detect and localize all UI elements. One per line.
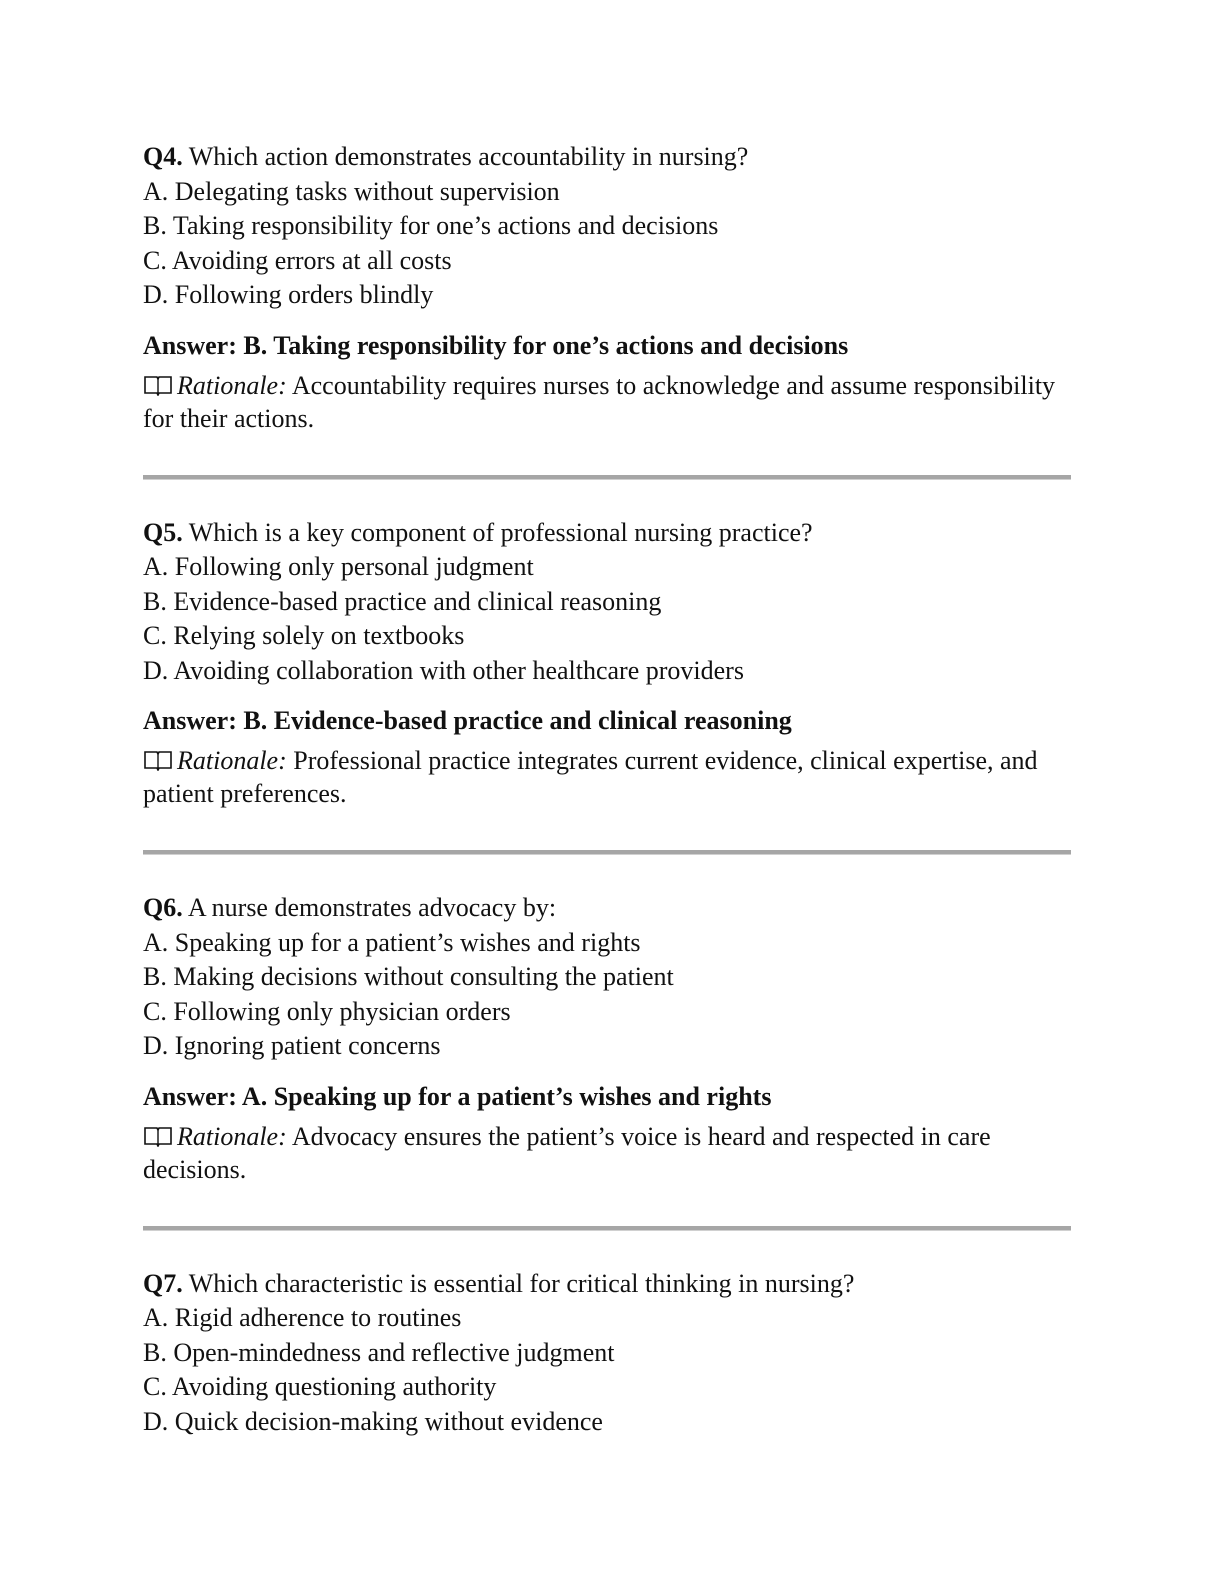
section-divider bbox=[143, 475, 1071, 480]
option-d: D. Following orders blindly bbox=[143, 280, 434, 309]
rationale-text: Professional practice integrates current evidence, clinical expertise, and patient preferences. bbox=[143, 746, 1038, 808]
rationale-label: Rationale: bbox=[177, 746, 287, 775]
option-c: C. Relying solely on textbooks bbox=[143, 621, 465, 650]
question-block-q7 bbox=[143, 1267, 1073, 1440]
rationale-text: Accountability requires nurses to acknowledge and assume responsibility for their actions. bbox=[143, 370, 1056, 433]
answer-line: Answer: B. Evidence-based practice and clinical reasoning bbox=[143, 706, 792, 735]
question-text: Which is a key component of professional nursing practice? bbox=[188, 517, 813, 547]
option-c: C. Following only physician orders bbox=[143, 996, 511, 1026]
option-a: A. Following only personal judgment bbox=[143, 552, 534, 581]
question-block-q6 bbox=[143, 891, 1073, 1186]
open-book-icon bbox=[143, 1125, 173, 1147]
document-page bbox=[143, 140, 1073, 1439]
rationale bbox=[143, 369, 1058, 435]
question-line bbox=[143, 891, 1073, 926]
question-text: Which characteristic is essential for critical thinking in nursing? bbox=[188, 1268, 855, 1298]
question-line bbox=[143, 1267, 1073, 1302]
rationale bbox=[143, 1120, 1058, 1186]
rationale-label: Rationale: bbox=[177, 1121, 287, 1151]
question-number: Q4. bbox=[143, 142, 183, 171]
answer-line: Answer: A. Speaking up for a patient’s wishes and rights bbox=[143, 1081, 772, 1111]
question-number: Q7. bbox=[143, 1268, 183, 1298]
section-divider bbox=[143, 850, 1071, 855]
option-b: B. Evidence-based practice and clinical reasoning bbox=[143, 586, 662, 616]
option-b: B. Making decisions without consulting the patient bbox=[143, 962, 674, 991]
section-divider bbox=[143, 1226, 1071, 1231]
question-text: Which action demonstrates accountability in nursing? bbox=[188, 142, 749, 171]
option-b: B. Taking responsibility for one’s actions and decisions bbox=[143, 211, 719, 240]
option-d: D. Avoiding collaboration with other healthcare providers bbox=[143, 655, 744, 685]
option-c: C. Avoiding questioning authority bbox=[143, 1372, 497, 1401]
option-d: D. Ignoring patient concerns bbox=[143, 1031, 441, 1060]
option-d: D. Quick decision-making without evidence bbox=[143, 1406, 603, 1436]
rationale-text: Advocacy ensures the patient’s voice is heard and respected in care decisions. bbox=[143, 1121, 991, 1184]
question-number: Q5. bbox=[143, 517, 183, 547]
rationale bbox=[143, 744, 1058, 810]
open-book-icon bbox=[143, 374, 173, 396]
question-number: Q6. bbox=[143, 893, 183, 922]
question-line bbox=[143, 140, 1073, 175]
question-text: A nurse demonstrates advocacy by: bbox=[187, 893, 557, 922]
question-line bbox=[143, 516, 1073, 551]
option-a: A. Speaking up for a patient’s wishes and rights bbox=[143, 927, 641, 957]
option-c: C. Avoiding errors at all costs bbox=[143, 245, 452, 275]
question-block-q4 bbox=[143, 140, 1073, 435]
option-a: A. Rigid adherence to routines bbox=[143, 1303, 462, 1332]
answer-line: Answer: B. Taking responsibility for one’s actions and decisions bbox=[143, 330, 849, 360]
open-book-icon bbox=[143, 749, 173, 771]
rationale-label: Rationale: bbox=[177, 370, 287, 400]
question-block-q5 bbox=[143, 516, 1073, 811]
option-a: A. Delegating tasks without supervision bbox=[143, 176, 560, 206]
option-b: B. Open-mindedness and reflective judgment bbox=[143, 1337, 615, 1367]
